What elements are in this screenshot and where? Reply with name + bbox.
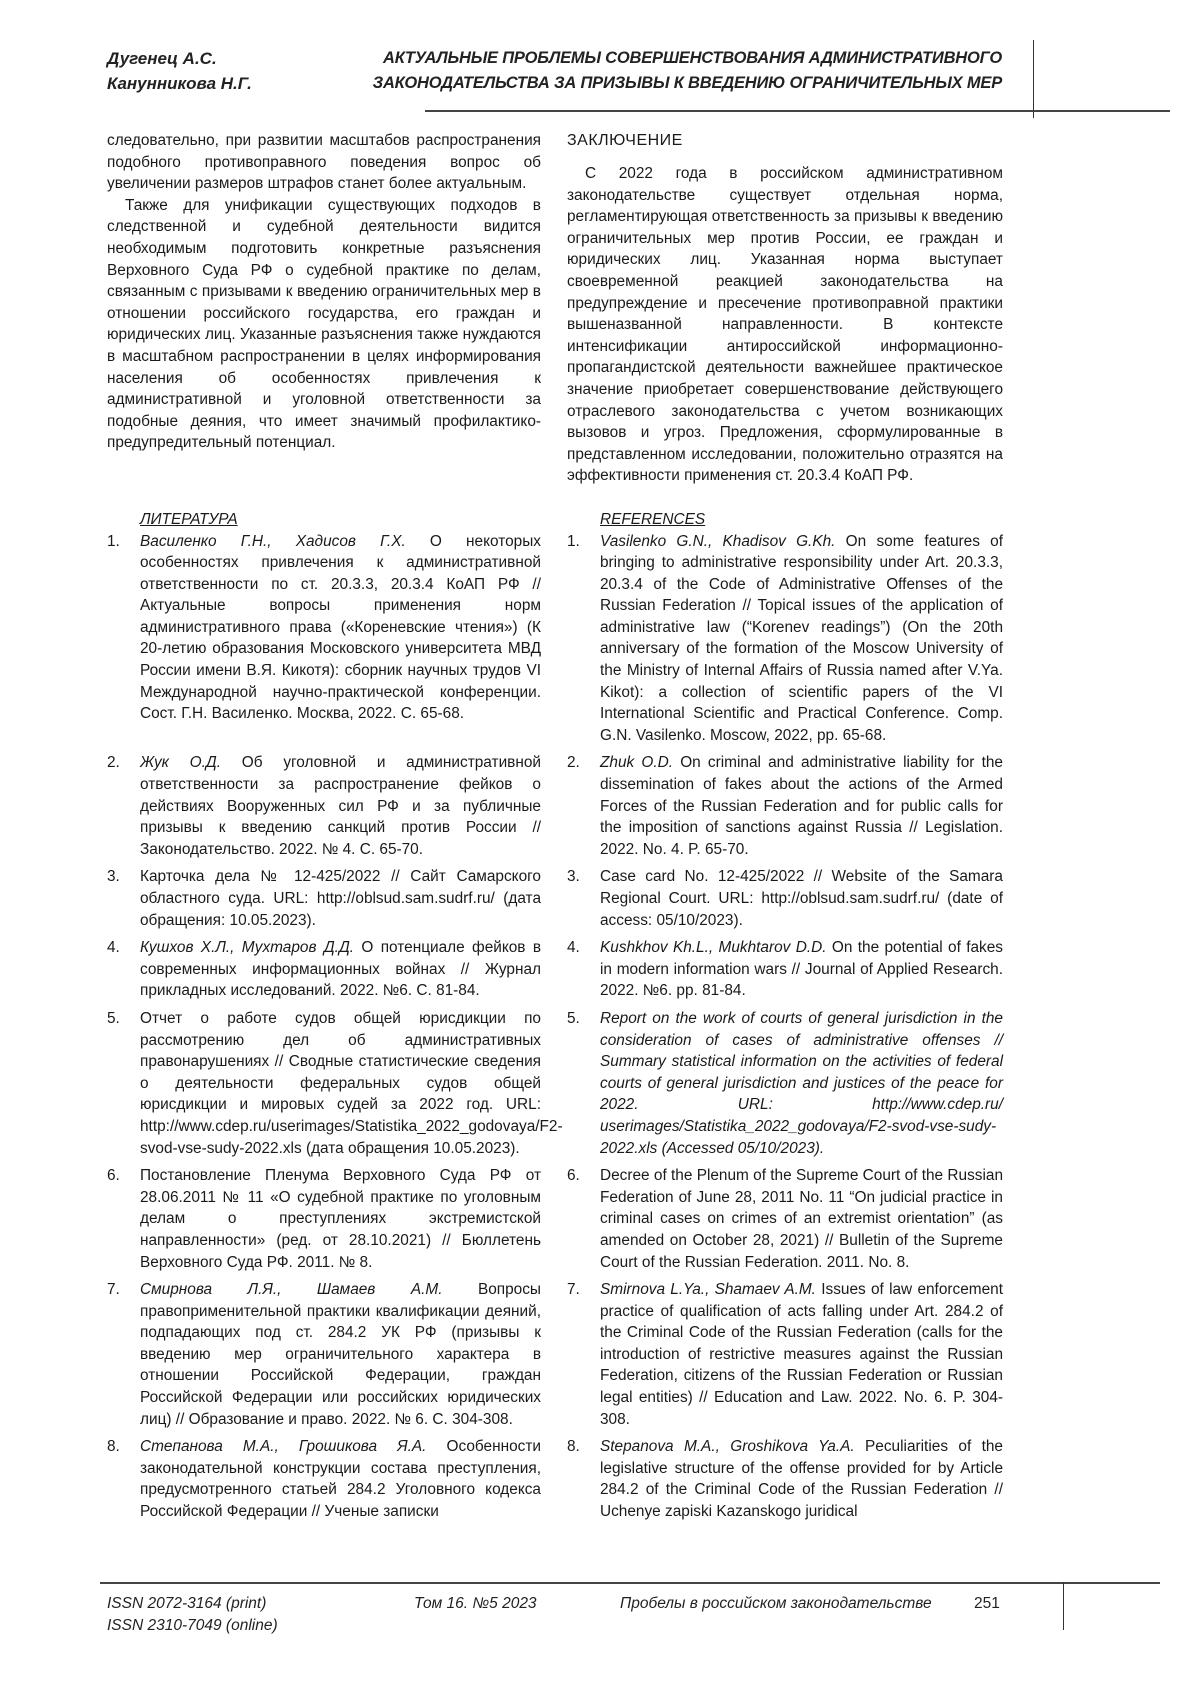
item-authors: Василенко Г.Н., Хадисов Г.Х. <box>140 533 406 550</box>
paragraph: следовательно, при развитии масштабов распространения подобного противоправного поведения вопрос об увеличении размеров штрафов станет более актуальным. <box>107 130 541 195</box>
references-item <box>567 1436 1003 1522</box>
item-authors: Smirnova L.Ya., Shamaev A.M. <box>600 1281 816 1298</box>
header-authors <box>107 46 252 96</box>
item-text <box>140 1436 541 1522</box>
journal-page <box>0 0 1200 1697</box>
item-text <box>600 752 1003 860</box>
item-text <box>600 531 1003 747</box>
item-authors: Жук О.Д. <box>140 754 221 771</box>
author-name: Канунникова Н.Г. <box>107 71 252 96</box>
item-authors: Report on the work of courts of general jurisdiction in the consideration of cases of administrative offenses // Summary statistical information on the activities of federal courts of general jurisdiction and justices of the peace for 2022. URL: http://www.cdep.ru/ <box>600 1010 1003 1113</box>
item-text <box>140 937 541 1002</box>
item-number: 3. <box>107 866 120 888</box>
paragraph: С 2022 года в российском административном законодательстве существует отдельная норма, регламентирующая ответственность за призывы к введению ограничительных мер против России, ее граждан и юридических лиц. Указанная норма выступает своевременной реакцией законодательства на предупреждение и пресечение противоправной практики вышеназванной направленности. В контексте интенсификации антироссийской информационно-пропагандистской деятельности важнейшее практическое значение приобретает совершенствование действующего отраслевого законодательства с учетом возникающих вызовов и угроз. Предложения, сформулированные в представленном исследовании, положительно отразятся на эффективности применения ст. 20.3.4 КоАП РФ. <box>567 163 1003 487</box>
item-text <box>140 1279 541 1430</box>
literature-item <box>107 1279 541 1430</box>
references-item <box>567 1165 1003 1273</box>
references-item <box>567 866 1003 931</box>
item-authors: Степанова М.А., Грошикова Я.А. <box>140 1438 426 1455</box>
item-body: Peculiarities of the legislative structure of the offense provided for by Article 284.2 of the Criminal Code of the Russian Federation // Uchenye zapiski Kazanskogo juridical <box>600 1438 1003 1520</box>
footer-page-number: 251 <box>974 1593 1000 1615</box>
item-number: 4. <box>567 937 580 959</box>
footer-horizontal-rule <box>100 1582 1160 1584</box>
page-footer <box>0 1582 1200 1697</box>
item-number: 4. <box>107 937 120 959</box>
literature-heading: ЛИТЕРАТУРА <box>107 509 541 531</box>
item-body: On the potential of fakes in modern information wars // Journal of Applied Research. 2022. №6. pp. 81-84. <box>600 939 1003 999</box>
references-item <box>567 531 1003 747</box>
reference-lists <box>0 531 1200 1529</box>
header-article-title <box>330 46 1002 96</box>
references-item <box>567 1008 1003 1159</box>
left-body-text <box>107 130 541 487</box>
references-item <box>567 752 1003 860</box>
item-body: Case card No. 12-425/2022 // Website of the Samara Regional Court. URL: http://oblsud.sam.sudrf.ru/ (date of access: 05/10/2023). <box>600 868 1003 928</box>
item-text <box>140 531 541 725</box>
item-body: Особенности законодательной конструкции состава преступления, предусмотренного статьей 284.2 Уголовного кодекса Российской Федерации // Ученые записки <box>140 1438 541 1520</box>
title-line: ЗАКОНОДАТЕЛЬСТВА ЗА ПРИЗЫВЫ К ВВЕДЕНИЮ ОГРАНИЧИТЕЛЬНЫХ МЕР <box>330 71 1002 96</box>
item-body: Постановление Пленума Верховного Суда РФ от 28.06.2011 № 11 «О судебной практике по уголовным делам о преступлениях экстремистской направленности» (ред. от 28.10.2021) // Бюллетень Верховного Суда РФ. 2011. № 8. <box>140 1167 541 1270</box>
footer-journal-name: Пробелы в российском законодательстве <box>620 1593 932 1615</box>
author-name: Дугенец А.С. <box>107 46 252 71</box>
item-number: 7. <box>567 1279 580 1301</box>
item-body: Отчет о работе судов общей юрисдикции по рассмотрению дел об административных правонарушениях // Сводные статистические сведения о деятельности федеральных судов общей юрисдикции и мировых судей за 2022 год. URL: http://www.cdep.ru/userimages/Statistika_2022_godovaya/F2-svod-vse-sudy-2022.xls (дата обращения 10.05.2023). <box>140 1010 563 1157</box>
item-body: On some features of bringing to administrative responsibility under Art. 20.3.3, 20.3.4 of the Code of Administrative Offenses of the Russian Federation // Topical issues of the application of administrative law (“Korenev readings”) (On the 20th anniversary of the formation of the Moscow University of the Ministry of Internal Affairs of Russia named after V.Ya. Kikot): a collection of scientific papers of the VI International Scientific and Practical Conference. Comp. G.N. Vasilenko. Moscow, 2022, pp. 65-68. <box>600 533 1003 744</box>
item-body: userimages/Statistika_2022_godovaya/F2-svod-vse-sudy-2022.xls (Accessed 05/10/2023). <box>600 1118 996 1157</box>
body-columns <box>0 130 1200 531</box>
conclusion-text <box>567 163 1003 487</box>
item-authors: Кушхов Х.Л., Мухтаров Д.Д. <box>140 939 354 956</box>
item-number: 8. <box>107 1436 120 1458</box>
item-text <box>600 937 1003 1002</box>
conclusion-heading: ЗАКЛЮЧЕНИЕ <box>567 130 1003 152</box>
literature-item <box>107 752 541 860</box>
item-number: 2. <box>567 752 580 774</box>
literature-item <box>107 937 541 1002</box>
item-number: 7. <box>107 1279 120 1301</box>
references-item <box>567 937 1003 1002</box>
issn-online: ISSN 2310-7049 (online) <box>107 1615 278 1637</box>
literature-item <box>107 1165 541 1273</box>
references-heading: REFERENCES <box>567 509 1003 531</box>
item-number: 3. <box>567 866 580 888</box>
title-line: АКТУАЛЬНЫЕ ПРОБЛЕМЫ СОВЕРШЕНСТВОВАНИЯ АДМИНИСТРАТИВНОГО <box>330 46 1002 71</box>
item-number: 5. <box>107 1008 120 1030</box>
references-item <box>567 1279 1003 1430</box>
footer-issn <box>107 1593 278 1637</box>
item-authors: Stepanova M.A., Groshikova Ya.A. <box>600 1438 855 1455</box>
item-number: 5. <box>567 1008 580 1030</box>
item-number: 6. <box>567 1165 580 1187</box>
item-body: On criminal and administrative liability for the dissemination of fakes about the actions of the Armed Forces of the Russian Federation and for public calls for the imposition of sanctions against Russia // Legislation. 2022. No. 4. P. 65-70. <box>600 754 1003 857</box>
literature-item <box>107 531 541 747</box>
item-number: 6. <box>107 1165 120 1187</box>
item-text <box>140 1008 541 1159</box>
item-body: О потенциале фейков в современных информационных войнах // Журнал прикладных исследований. 2022. №6. С. 81-84. <box>140 939 541 999</box>
item-authors: Смирнова Л.Я., Шамаев А.М. <box>140 1281 442 1298</box>
item-body: Об уголовной и административной ответственности за распространение фейков о действиях Вооруженных сил РФ и за публичные призывы к введению санкций против России // Законодательство. 2022. № 4. С. 65-70. <box>140 754 541 857</box>
item-text <box>600 1436 1003 1522</box>
item-text <box>600 1165 1003 1273</box>
item-number: 2. <box>107 752 120 774</box>
item-body: О некоторых особенностях привлечения к административной ответственности по ст. 20.3.3, 20.3.4 КоАП РФ // Актуальные вопросы применения норм административного права («Кореневские чтения») (К 20-летию образования Московского университета МВД России имени В.Я. Кикотя): сборник научных трудов VI Международной научно-практической конференции. Сост. Г.Н. Василенко. Москва, 2022. С. 65-68. <box>140 533 541 723</box>
footer-volume: Том 16. №5 2023 <box>414 1593 537 1615</box>
item-text <box>600 866 1003 931</box>
item-number: 1. <box>107 531 120 553</box>
item-number: 8. <box>567 1436 580 1458</box>
item-text <box>140 752 541 860</box>
item-body: Issues of law enforcement practice of qualification of acts falling under Art. 284.2 of the Criminal Code of the Russian Federation (calls for the introduction of restrictive measures against the Russian Federation, citizens of the Russian Federation or Russian legal entities) // Education and Law. 2022. No. 6. P. 304-308. <box>600 1281 1003 1428</box>
header-vertical-rule <box>1033 40 1034 118</box>
item-body: Вопросы правоприменительной практики квалификации деяний, подпадающих под ст. 284.2 УК РФ (призывы к введению мер ограничительного характера в отношении Российской Федерации, граждан Российской Федерации или российских юридических лиц) // Образование и право. 2022. № 6. С. 304-308. <box>140 1281 541 1428</box>
literature-item <box>107 866 541 931</box>
item-authors: Kushkhov Kh.L., Mukhtarov D.D. <box>600 939 827 956</box>
literature-item <box>107 1436 541 1522</box>
item-text <box>600 1008 1003 1159</box>
item-number: 1. <box>567 531 580 553</box>
item-authors: Zhuk O.D. <box>600 754 673 771</box>
header-horizontal-rule <box>425 110 1170 112</box>
page-header <box>0 0 1200 130</box>
item-authors: Vasilenko G.N., Khadisov G.Kh. <box>600 533 835 550</box>
conclusion-section <box>567 130 1003 487</box>
literature-item <box>107 1008 541 1159</box>
page-spacer <box>0 1529 1200 1582</box>
item-body: Decree of the Plenum of the Supreme Court of the Russian Federation of June 28, 2011 No. 11 “On judicial practice in criminal cases on crimes of an extremist orientation” (as amended on October 28, 2021) // Bulletin of the Supreme Court of the Russian Federation. 2011. No. 8. <box>600 1167 1003 1270</box>
footer-vertical-rule <box>1063 1582 1064 1630</box>
item-text <box>140 1165 541 1273</box>
issn-print: ISSN 2072-3164 (print) <box>107 1593 278 1615</box>
item-text <box>140 866 541 931</box>
item-body: Карточка дела № 12-425/2022 // Сайт Самарского областного суда. URL: http://oblsud.sam.sudrf.ru/ (дата обращения: 10.05.2023). <box>140 868 541 928</box>
paragraph: Также для унификации существующих подходов в следственной и судебной деятельности видится необходимым подготовить конкретные разъяснения Верховного Суда РФ о судебной практике по делам, связанным с призывами к введению ограничительных мер в отношении российского государства, его граждан и юридических лиц. Указанные разъяснения также нуждаются в масштабном распространении в целях информирования населения об особенностях привлечения к административной и уголовной ответственности за подобные деяния, что имеет значимый профилактико-предупредительный потенциал. <box>107 195 541 454</box>
item-text <box>600 1279 1003 1430</box>
